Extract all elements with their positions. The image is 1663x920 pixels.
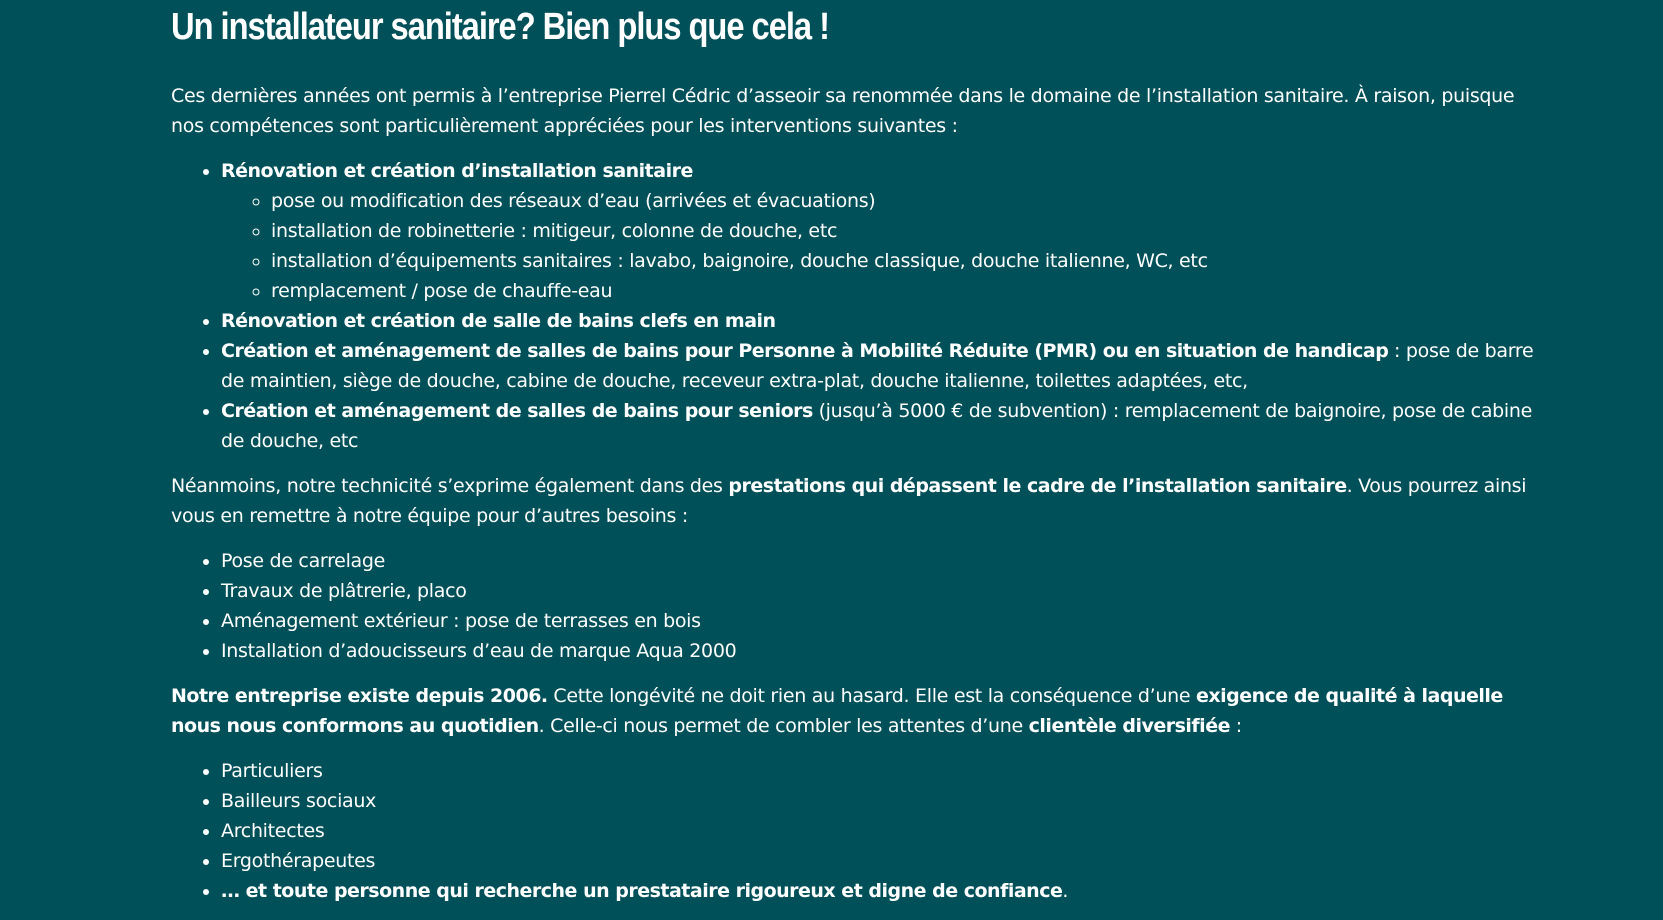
list-item: ◦ pose ou modification des réseaux d’eau (arrivées et évacuations) [271,186,1541,216]
paragraph-text: Cette longévité ne doit rien au hasard. Elle est la conséquence d’une [547,685,1196,707]
list-item [221,876,1541,906]
other-services-paragraph [171,471,1541,531]
paragraph-emphasis: clientèle diversifiée [1028,715,1230,737]
list-item: • Aménagement extérieur : pose de terrasses en bois [221,606,1541,636]
list-item: ◦ installation de robinetterie : mitigeur, colonne de douche, etc [271,216,1541,246]
list-emphasis: … et toute personne qui recherche un prestataire rigoureux et digne de confiance [221,880,1063,902]
paragraph-text: . Vous pourrez ainsi vous en remettre à notre équipe pour d’autres besoins : [171,475,1527,527]
service-details: : pose de barre de maintien, siège de douche, cabine de douche, receveur extra-plat, douche italienne, toilettes adaptées, etc, [221,340,1534,392]
list-item: • Architectes [221,816,1541,846]
list-item: • Bailleurs sociaux [221,786,1541,816]
list-item: • Installation d’adoucisseurs d’eau de marque Aqua 2000 [221,636,1541,666]
paragraph-emphasis: Notre entreprise existe depuis 2006. [171,685,548,707]
service-title: Rénovation et création d’installation sanitaire [221,160,693,182]
paragraph-text: Néanmoins, notre technicité s’exprime également dans des [171,475,729,497]
service-details: (jusqu’à 5000 € de subvention) : remplacement de baignoire, pose de cabine de douche, etc [221,400,1533,452]
list-item [221,396,1541,456]
service-title: Rénovation et création de salle de bains clefs en main [221,310,776,332]
other-services-list [171,546,1541,666]
paragraph-emphasis: prestations qui dépassent le cadre de l’installation sanitaire [728,475,1347,497]
paragraph-text: . Celle-ci nous permet de combler les attentes d’une [538,715,1029,737]
paragraph-emphasis: exigence de qualité à laquelle nous nous conformons au quotidien [171,685,1503,737]
services-list [171,156,1541,456]
list-item [221,336,1541,396]
list-item: • Ergothérapeutes [221,846,1541,876]
main-content [171,0,1541,906]
intro-paragraph: Ces dernières années ont permis à l’entreprise Pierrel Cédric d’asseoir sa renommée dans le domaine de l’installation sanitaire. À raison, puisque nos compétences sont particulièrement appréciées pour les interventions suivantes : [171,85,1515,137]
list-item [221,156,1541,306]
list-text: . [1062,880,1069,902]
service-title: Création et aménagement de salles de bains pour seniors [221,400,813,422]
clients-list [171,756,1541,906]
list-item: • Travaux de plâtrerie, placo [221,576,1541,606]
list-item: • Particuliers [221,756,1541,786]
list-item: ◦ installation d’équipements sanitaires : lavabo, baignoire, douche classique, douche italienne, WC, etc [271,246,1541,276]
list-item: ◦ remplacement / pose de chauffe-eau [271,276,1541,306]
list-item: • Pose de carrelage [221,546,1541,576]
company-paragraph [171,681,1541,741]
service-title: Création et aménagement de salles de bains pour Personne à Mobilité Réduite (PMR) ou en situation de handicap [221,340,1389,362]
page-title: Un installateur sanitaire? Bien plus que cela ! [171,6,829,48]
sanitary-subitems-list [221,186,1541,306]
list-item [221,306,1541,336]
paragraph-text: : [1229,715,1242,737]
